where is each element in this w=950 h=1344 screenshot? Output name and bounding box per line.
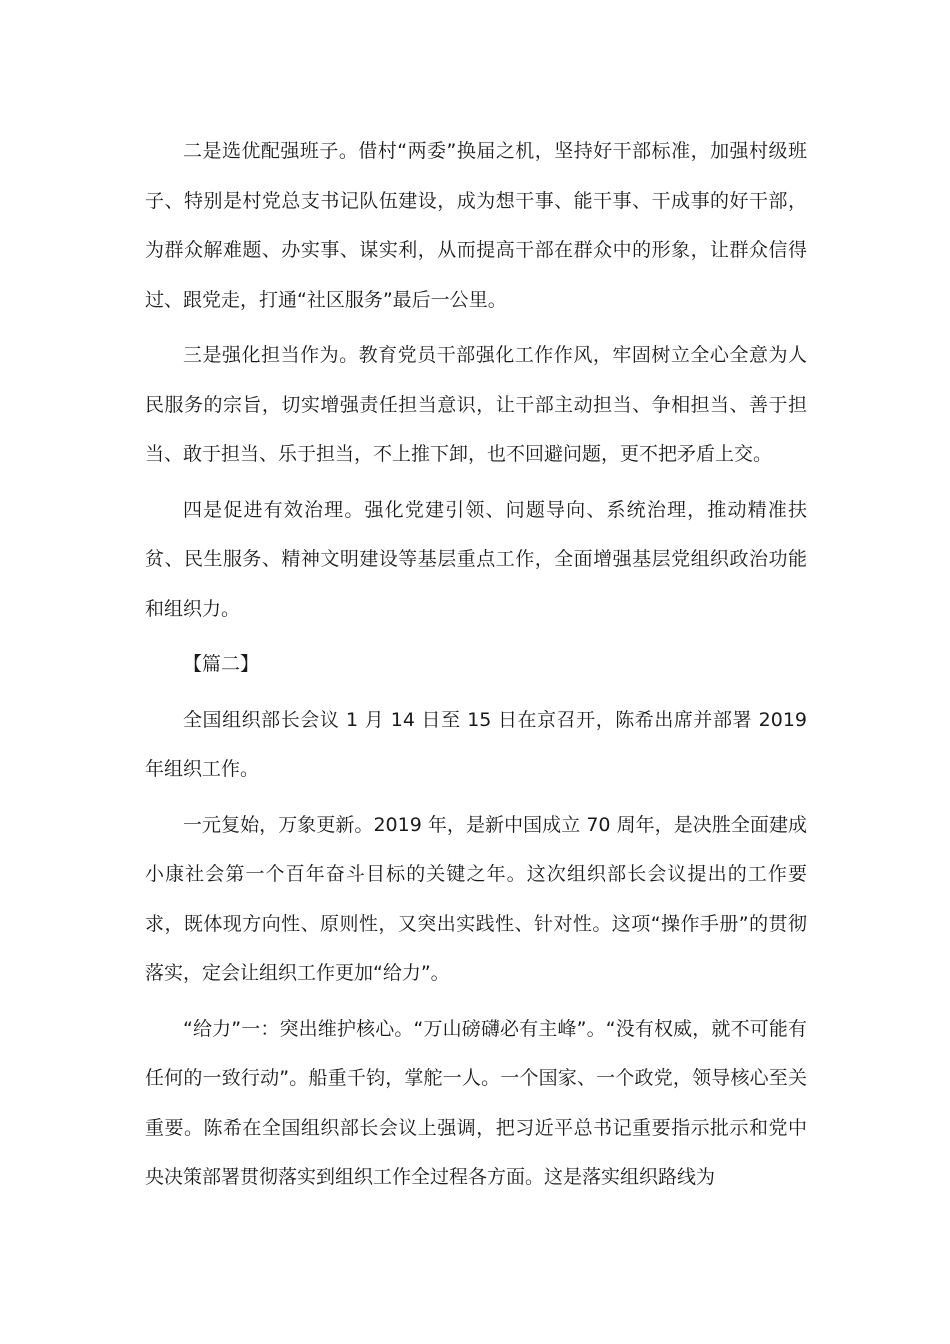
paragraph-3: 四是促进有效治理。强化党建引领、问题导向、系统治理，推动精准扶贫、民生服务、精神文明建设等基层重点工作，全面增强基层党组织政治功能和组织力。 xyxy=(145,498,807,620)
paragraph-5: 一元复始，万象更新。2019 年，是新中国成立 70 周年，是决胜全面建成小康社会第一个百年奋斗目标的关键之年。这次组织部长会议提出的工作要求，既体现方向性、原则性，又突出实践性、针对性。这项“操作手册”的贯彻落实，定会让组织工作更加“给力”。 xyxy=(145,813,807,984)
document-body xyxy=(145,127,807,1209)
paragraph-1: 二是选优配强班子。借村“两委”换届之机，坚持好干部标准，加强村级班子、特别是村党总支书记队伍建设，成为想干事、能干事、干成事的好干部，为群众解难题、办实事、谋实利，从而提高干部在群众中的形象，让群众信得过、跟党走，打通“社区服务”最后一公里。 xyxy=(145,140,807,311)
section-heading: 【篇二】 xyxy=(183,653,260,675)
paragraph-4: 全国组织部长会议 1 月 14 日至 15 日在京召开，陈希出席并部署 2019 年组织工作。 xyxy=(145,708,807,780)
paragraph-2: 三是强化担当作为。教育党员干部强化工作作风，牢固树立全心全意为人民服务的宗旨，切实增强责任担当意识，让干部主动担当、争相担当、善于担当、敢于担当、乐于担当，不上推下卸，也不回避问题，更不把矛盾上交。 xyxy=(145,344,807,465)
paragraph-6: “给力”一：突出维护核心。“万山磅礴必有主峰”。“没有权威，就不可能有任何的一致行动”。船重千钧，掌舵一人。一个国家、一个政党，领导核心至关重要。陈希在全国组织部长会议上强调，把习近平总书记重要指示批示和党中央决策部署贯彻落实到组织工作全过程各方面。这是落实组织路线为 xyxy=(145,1017,807,1188)
